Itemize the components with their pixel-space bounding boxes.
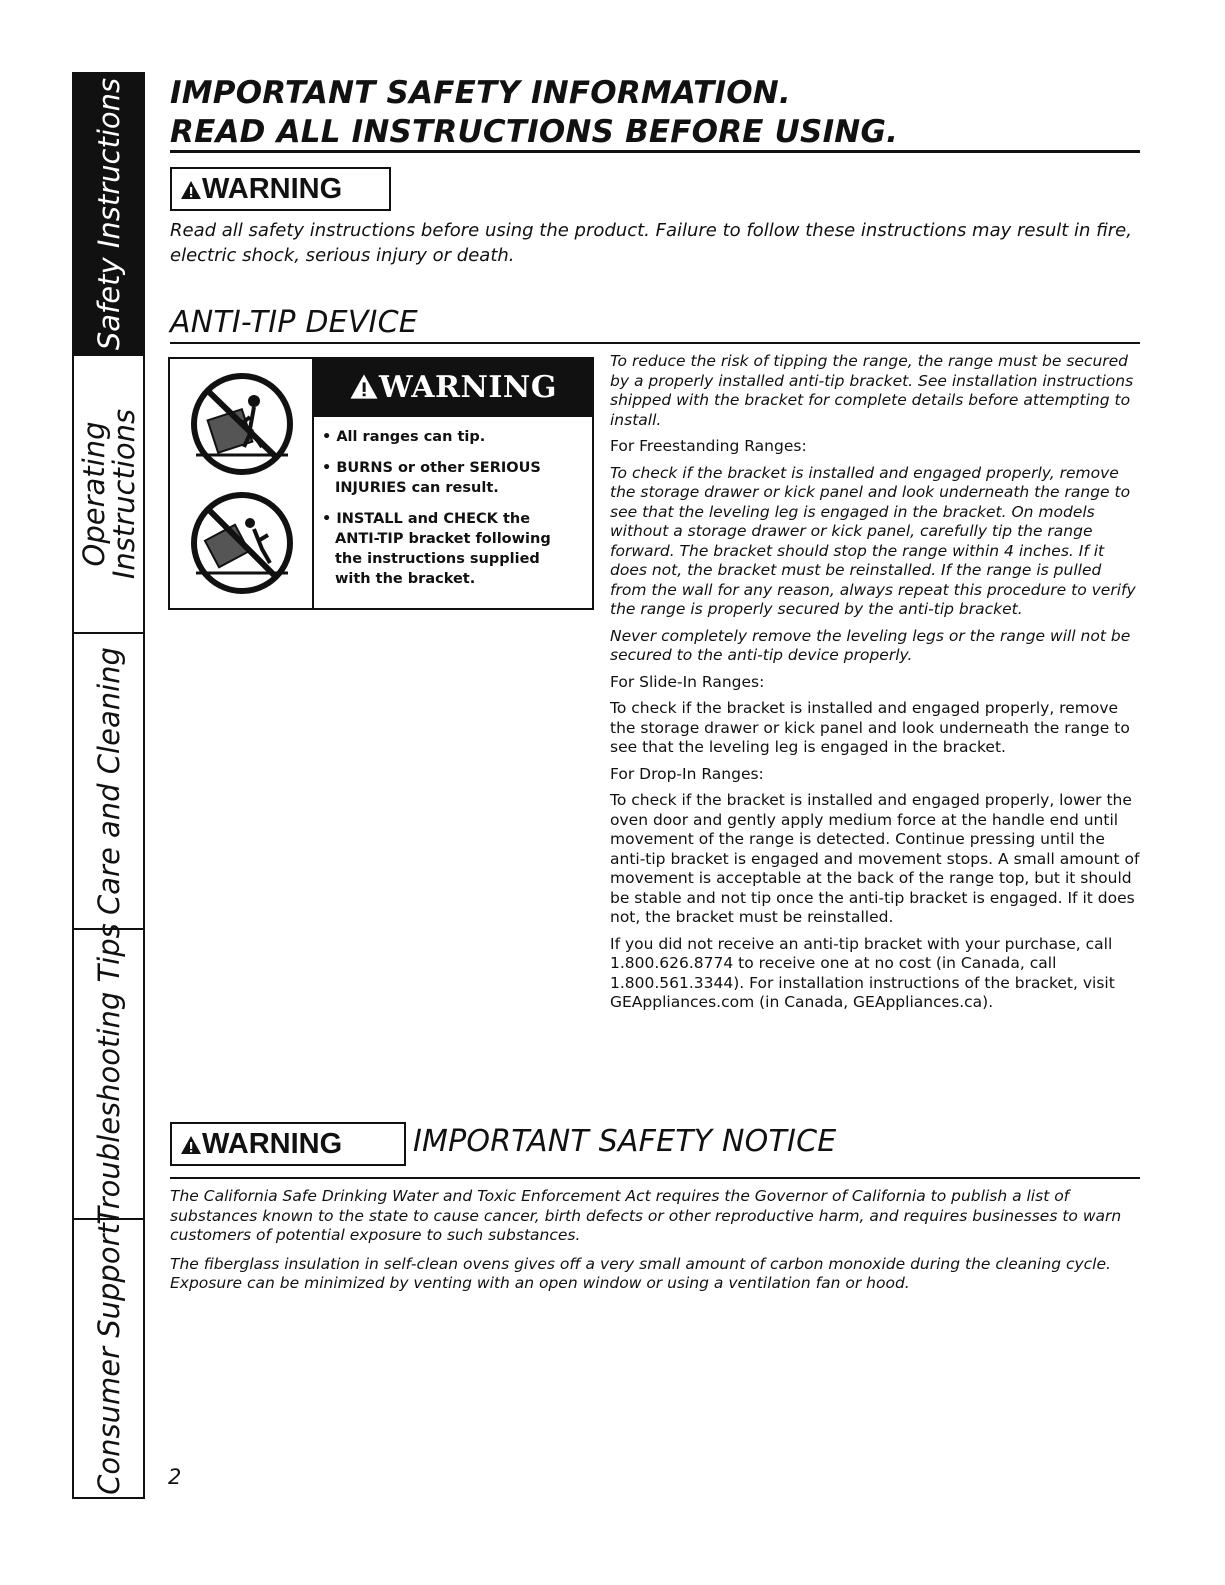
warning-triangle-icon — [180, 180, 202, 200]
notice-title: IMPORTANT SAFETY NOTICE — [413, 1124, 837, 1159]
page-number: 2 — [168, 1465, 182, 1489]
tab-operating-instructions[interactable] — [74, 356, 143, 634]
paragraph: To check if the bracket is installed and engaged properly, remove the storage drawer or kick panel and look underneath the range to see that the leveling leg is engaged in the bracket. On models without a storage drawer or kick panel, carefully tip the range forward. The bracket should stop the range within 4 inches. If it does not, the bracket must be reinstalled. If the range is pulled from the wall for any reason, always repeat this procedure to verify the range is properly secured by the anti-tip bracket. — [610, 463, 1136, 618]
anti-tip-banner-text: WARNING — [379, 370, 557, 405]
list-item: • INSTALL and CHECK the ANTI-TIP bracket following the instructions supplied with the bracket. — [322, 509, 572, 589]
intro-warning-text: Read all safety instructions before using the product. Failure to follow these instructions may result in fire, electric shock, serious injury or death. — [170, 220, 1132, 266]
tab-label: Operating Instructions — [76, 408, 141, 580]
warning-triangle-icon — [349, 373, 379, 400]
tab-troubleshooting-tips[interactable] — [74, 923, 143, 1225]
paragraph: For Freestanding Ranges: — [610, 437, 807, 455]
warning-triangle-icon — [180, 1135, 202, 1155]
paragraph: If you did not receive an anti-tip bracket with your purchase, call 1.800.626.8774 to receive one at no cost (in Canada, call 1.800.561.3344). For installation instructions of the bracket, visit GEAppliances.com (in Canada, GEAppliances.ca). — [610, 934, 1115, 1011]
anti-tip-rule — [170, 342, 1140, 344]
list-item: • BURNS or other SERIOUS INJURIES can result. — [322, 458, 572, 498]
tab-safety-instructions[interactable] — [74, 74, 143, 356]
paragraph: For Slide-In Ranges: — [610, 672, 765, 691]
title-rule — [170, 150, 1140, 153]
tab-consumer-support[interactable] — [74, 1220, 143, 1497]
no-tip-hazard-icon — [170, 359, 310, 608]
anti-tip-icons — [170, 359, 314, 608]
notice-body — [170, 1187, 1130, 1303]
paragraph: To check if the bracket is installed and engaged properly, lower the oven door and gently apply medium force at the handle end until movement of the range is detected. Continue pressing until the anti-tip bracket is engaged and movement stops. A small amount of movement is acceptable at the back of the range top, but it should be stable and not tip once the anti-tip bracket is engaged. If it does not, the bracket must be reinstalled. — [610, 791, 1140, 926]
warning-label — [170, 1122, 406, 1166]
title-line-1: IMPORTANT SAFETY INFORMATION. — [170, 75, 791, 111]
paragraph: To check if the bracket is installed and engaged properly, remove the storage drawer or kick panel and look underneath the range to see that the leveling leg is engaged in the bracket. — [610, 699, 1130, 756]
tab-label: Consumer Support — [91, 1222, 126, 1495]
notice-rule — [170, 1177, 1140, 1179]
anti-tip-bullet-list — [322, 427, 572, 600]
anti-tip-warning-box — [168, 357, 594, 610]
paragraph: The fiberglass insulation in self-clean ovens gives off a very small amount of carbon monoxide during the cleaning cycle. Exposure can be minimized by venting with an open window or using a ventilation fan or hood. — [170, 1254, 1111, 1292]
paragraph: For Drop-In Ranges: — [610, 764, 764, 783]
warning-label-text: WARNING — [202, 173, 343, 205]
warning-label-text: WARNING — [202, 1128, 343, 1160]
anti-tip-title: ANTI-TIP DEVICE — [170, 305, 418, 340]
tab-label: Safety Instructions — [91, 77, 126, 351]
anti-tip-warning-banner — [314, 359, 592, 417]
anti-tip-instructions — [610, 352, 1140, 1020]
tab-care-and-cleaning[interactable] — [74, 634, 143, 930]
paragraph: To reduce the risk of tipping the range, the range must be secured by a properly installed anti-tip bracket. See installation instructions shipped with the bracket for complete details before attempting to install. — [610, 352, 1134, 429]
paragraph: The California Safe Drinking Water and Toxic Enforcement Act requires the Governor of California to publish a list of substances known to the state to cause cancer, birth defects or other reproductive harm, and requires businesses to warn customers of potential exposure to such substances. — [170, 1187, 1122, 1244]
paragraph: Never completely remove the leveling legs or the range will not be secured to the anti-tip device properly. — [610, 626, 1131, 664]
page-title — [170, 74, 898, 152]
tab-label: Care and Cleaning — [91, 647, 126, 915]
anti-tip-warning-content — [314, 359, 592, 608]
list-item: • All ranges can tip. — [322, 427, 572, 447]
tab-label: Troubleshooting Tips — [91, 923, 126, 1225]
warning-label — [170, 167, 391, 211]
title-line-2: READ ALL INSTRUCTIONS BEFORE USING. — [170, 114, 899, 150]
section-tabs — [72, 72, 145, 1499]
